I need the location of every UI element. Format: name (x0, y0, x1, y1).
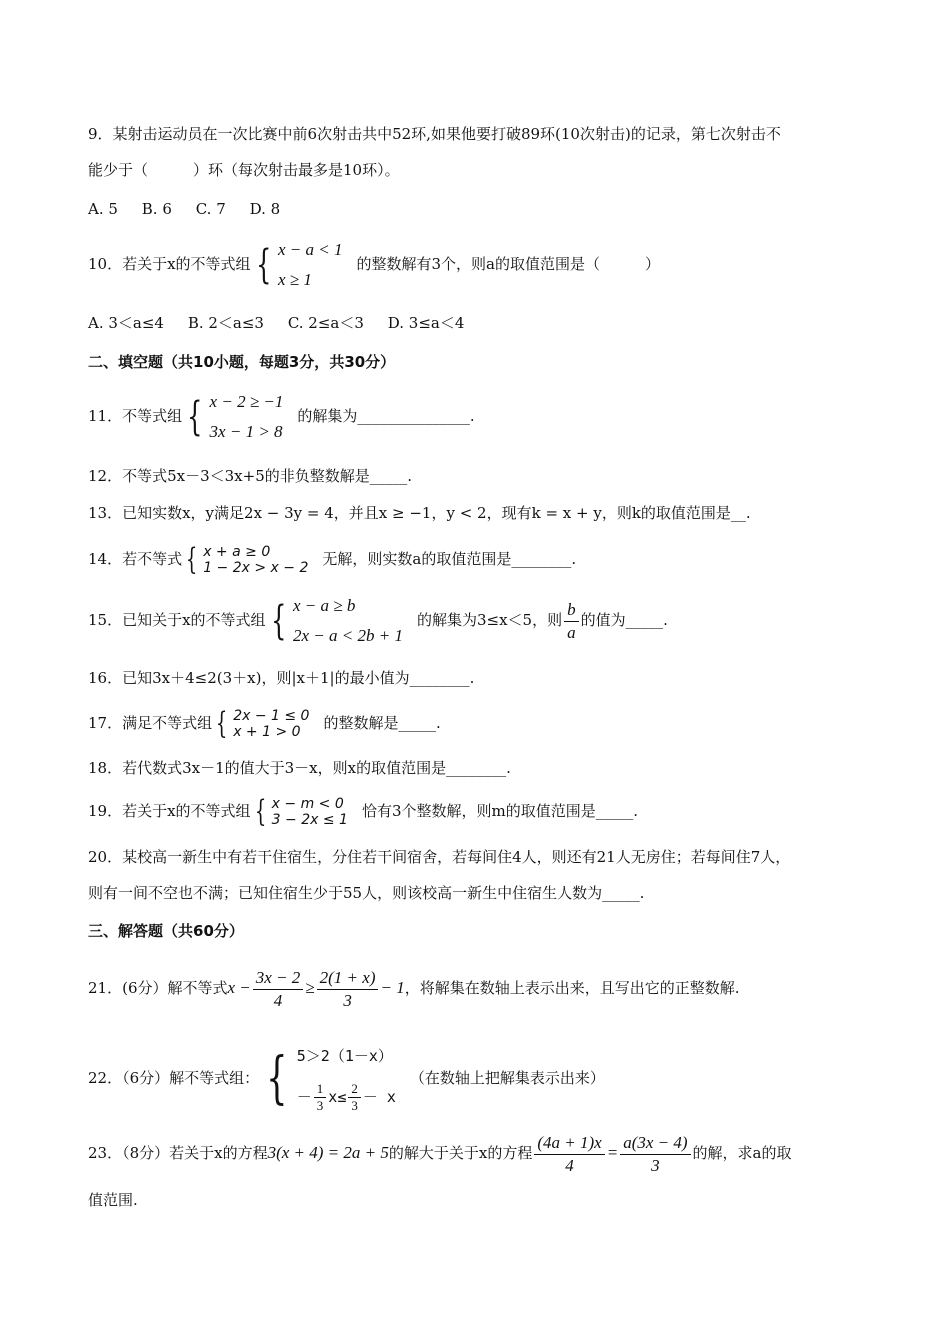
system-row: 2x − a < 2b + 1 (293, 626, 403, 645)
question-15 (88, 590, 668, 651)
question-9-line-2: 能少于（ ）环（每次射击最多是10环）。 (88, 161, 400, 179)
question-22-prefix: 22．（6分）解不等式组： (88, 1069, 260, 1087)
system-row: 5＞2（1－x） (296, 1047, 393, 1065)
option-d: D. 3≤a＜4 (387, 314, 465, 332)
inequality-system (297, 1038, 396, 1120)
question-22-suffix: （在数轴上把解集表示出来） (409, 1069, 605, 1087)
option-c: C. 2≤a＜3 (287, 314, 364, 332)
question-15-middle: 的解集为3≤x＜5，则 (416, 611, 563, 629)
question-23-line-1 (88, 1126, 791, 1180)
system-row: 1 − 2x > x − 2 (203, 560, 309, 576)
question-14-suffix: 无解，则实数a的取值范围是________. (322, 550, 577, 568)
inequality-system (278, 235, 343, 295)
brace-glyph: { (254, 794, 266, 829)
brace-glyph: { (266, 1046, 288, 1111)
question-19-prefix: 19．若关于x的不等式组 (88, 802, 251, 820)
math-term: x − (227, 978, 251, 997)
question-17-prefix: 17．满足不等式组 (88, 714, 213, 732)
option-b: B. 6 (141, 200, 172, 218)
option-a: A. 3＜a≤4 (88, 314, 164, 332)
fraction (314, 1081, 327, 1114)
question-14 (88, 540, 576, 580)
option-a: A. 5 (88, 200, 118, 218)
brace-glyph: { (215, 706, 228, 741)
question-23-middle: 的解大于关于x的方程 (388, 1144, 533, 1162)
fraction-denominator: a (567, 622, 576, 642)
question-15-suffix: 的值为_____. (580, 611, 668, 629)
fraction-denominator: 3 (651, 1155, 660, 1175)
system-row: x − m < 0 (271, 796, 344, 812)
question-11-suffix: 的解集为_______________. (297, 407, 475, 425)
question-19-suffix: 恰有3个整数解，则m的取值范围是_____. (361, 802, 638, 820)
system-row: x + 1 > 0 (233, 724, 301, 740)
question-20-line-1: 20．某校高一新生中有若干住宿生，分住若干间宿舍，若每间住4人，则还有21人无房住；若每间住7人， (88, 848, 791, 866)
system-row: 2x − 1 ≤ 0 (233, 708, 310, 724)
question-23-suffix: 的解，求a的取 (692, 1144, 792, 1162)
fraction (534, 1132, 604, 1177)
math-operator: ≥ (305, 978, 315, 997)
option-c: C. 7 (195, 200, 226, 218)
math-term: x≤ (328, 1088, 347, 1106)
question-11 (88, 386, 475, 447)
fraction-numerator: 3x − 2 (253, 967, 304, 990)
option-b: B. 2＜a≤3 (187, 314, 264, 332)
math-term: − 1 (380, 978, 405, 997)
inequality-system (210, 387, 284, 447)
inequality-system (203, 544, 308, 576)
inequality-system (293, 591, 403, 651)
question-10-suffix: 的整数解有3个，则a的取值范围是（ ） (356, 255, 661, 273)
fraction (348, 1081, 361, 1114)
section-heading-solve: 三、解答题（共60分） (88, 922, 244, 940)
question-23-line-2: 值范围. (88, 1191, 138, 1209)
fraction-numerator: 2 (348, 1081, 361, 1098)
fraction-denominator: 3 (316, 1098, 324, 1113)
question-10-prefix: 10．若关于x的不等式组 (88, 255, 251, 273)
question-20-line-2: 则有一间不空也不满；已知住宿生少于55人，则该校高一新生中住宿生人数为_____. (88, 884, 645, 902)
fraction-numerator: (4a + 1)x (534, 1132, 604, 1155)
question-16: 16．已知3x＋4≤2(3＋x)，则|x＋1|的最小值为________. (88, 669, 475, 687)
math-operator: = (606, 1143, 619, 1162)
fraction-denominator: 3 (351, 1098, 358, 1113)
math-operator: － (296, 1088, 312, 1106)
question-18: 18．若代数式3x－1的值大于3－x，则x的取值范围是________. (88, 759, 511, 777)
fraction-numerator: b (564, 599, 579, 622)
fraction-numerator: 1 (314, 1081, 327, 1098)
fraction (564, 599, 579, 644)
inequality-system (272, 796, 348, 828)
fraction-denominator: 4 (565, 1155, 574, 1175)
question-10 (88, 234, 660, 295)
fraction-numerator: a(3x − 4) (620, 1132, 690, 1155)
system-row: x ≥ 1 (278, 270, 312, 289)
question-13: 13．已知实数x，y满足2x − 3y = 4，并且x ≥ −1，y < 2，现有k = x + y，则k的取值范围是__. (88, 504, 751, 522)
option-d: D. 8 (249, 200, 281, 218)
question-17 (88, 704, 441, 744)
inequality-system (233, 708, 309, 740)
fraction (620, 1132, 690, 1177)
fraction-denominator: 3 (343, 990, 352, 1010)
brace-glyph: { (270, 598, 286, 644)
question-14-prefix: 14．若不等式 (88, 550, 183, 568)
question-23-prefix: 23．（8分）若关于x的方程 (88, 1144, 268, 1162)
section-heading-fill-in: 二、填空题（共10小题，每题3分，共30分） (88, 353, 396, 371)
question-10-options (88, 313, 464, 333)
question-9-options (88, 199, 280, 219)
brace-glyph: { (255, 242, 271, 288)
question-21-prefix: 21．(6分）解不等式 (88, 979, 228, 997)
equation: 3(x + 4) = 2a + 5 (267, 1143, 389, 1162)
system-row: x + a ≥ 0 (203, 544, 271, 560)
question-22 (88, 1036, 605, 1120)
system-row: 3x − 1 > 8 (209, 422, 283, 441)
question-17-suffix: 的整数解是_____. (323, 714, 441, 732)
system-row: x − a < 1 (278, 240, 343, 259)
fraction (317, 967, 379, 1012)
fraction-numerator: 2(1 + x) (317, 967, 379, 990)
system-row (297, 1074, 396, 1120)
math-term: － x (362, 1088, 396, 1106)
question-21 (88, 960, 740, 1016)
brace-glyph: { (187, 394, 203, 440)
fraction-denominator: 4 (273, 990, 283, 1010)
question-15-prefix: 15．已知关于x的不等式组 (88, 611, 266, 629)
question-9-line-1: 9．某射击运动员在一次比赛中前6次射击共中52环,如果他要打破89环(10次射击)的记录，第七次射击不 (88, 125, 781, 143)
system-row: 3 − 2x ≤ 1 (271, 812, 348, 828)
question-19 (88, 792, 638, 832)
question-11-prefix: 11．不等式组 (88, 407, 183, 425)
system-row: x − a ≥ b (293, 596, 356, 615)
system-row: x − 2 ≥ −1 (209, 392, 284, 411)
question-12: 12．不等式5x－3＜3x+5的非负整数解是_____. (88, 467, 413, 485)
fraction (253, 967, 304, 1012)
brace-glyph: { (185, 542, 198, 577)
question-21-suffix: ，将解集在数轴上表示出来，且写出它的正整数解. (404, 979, 740, 997)
